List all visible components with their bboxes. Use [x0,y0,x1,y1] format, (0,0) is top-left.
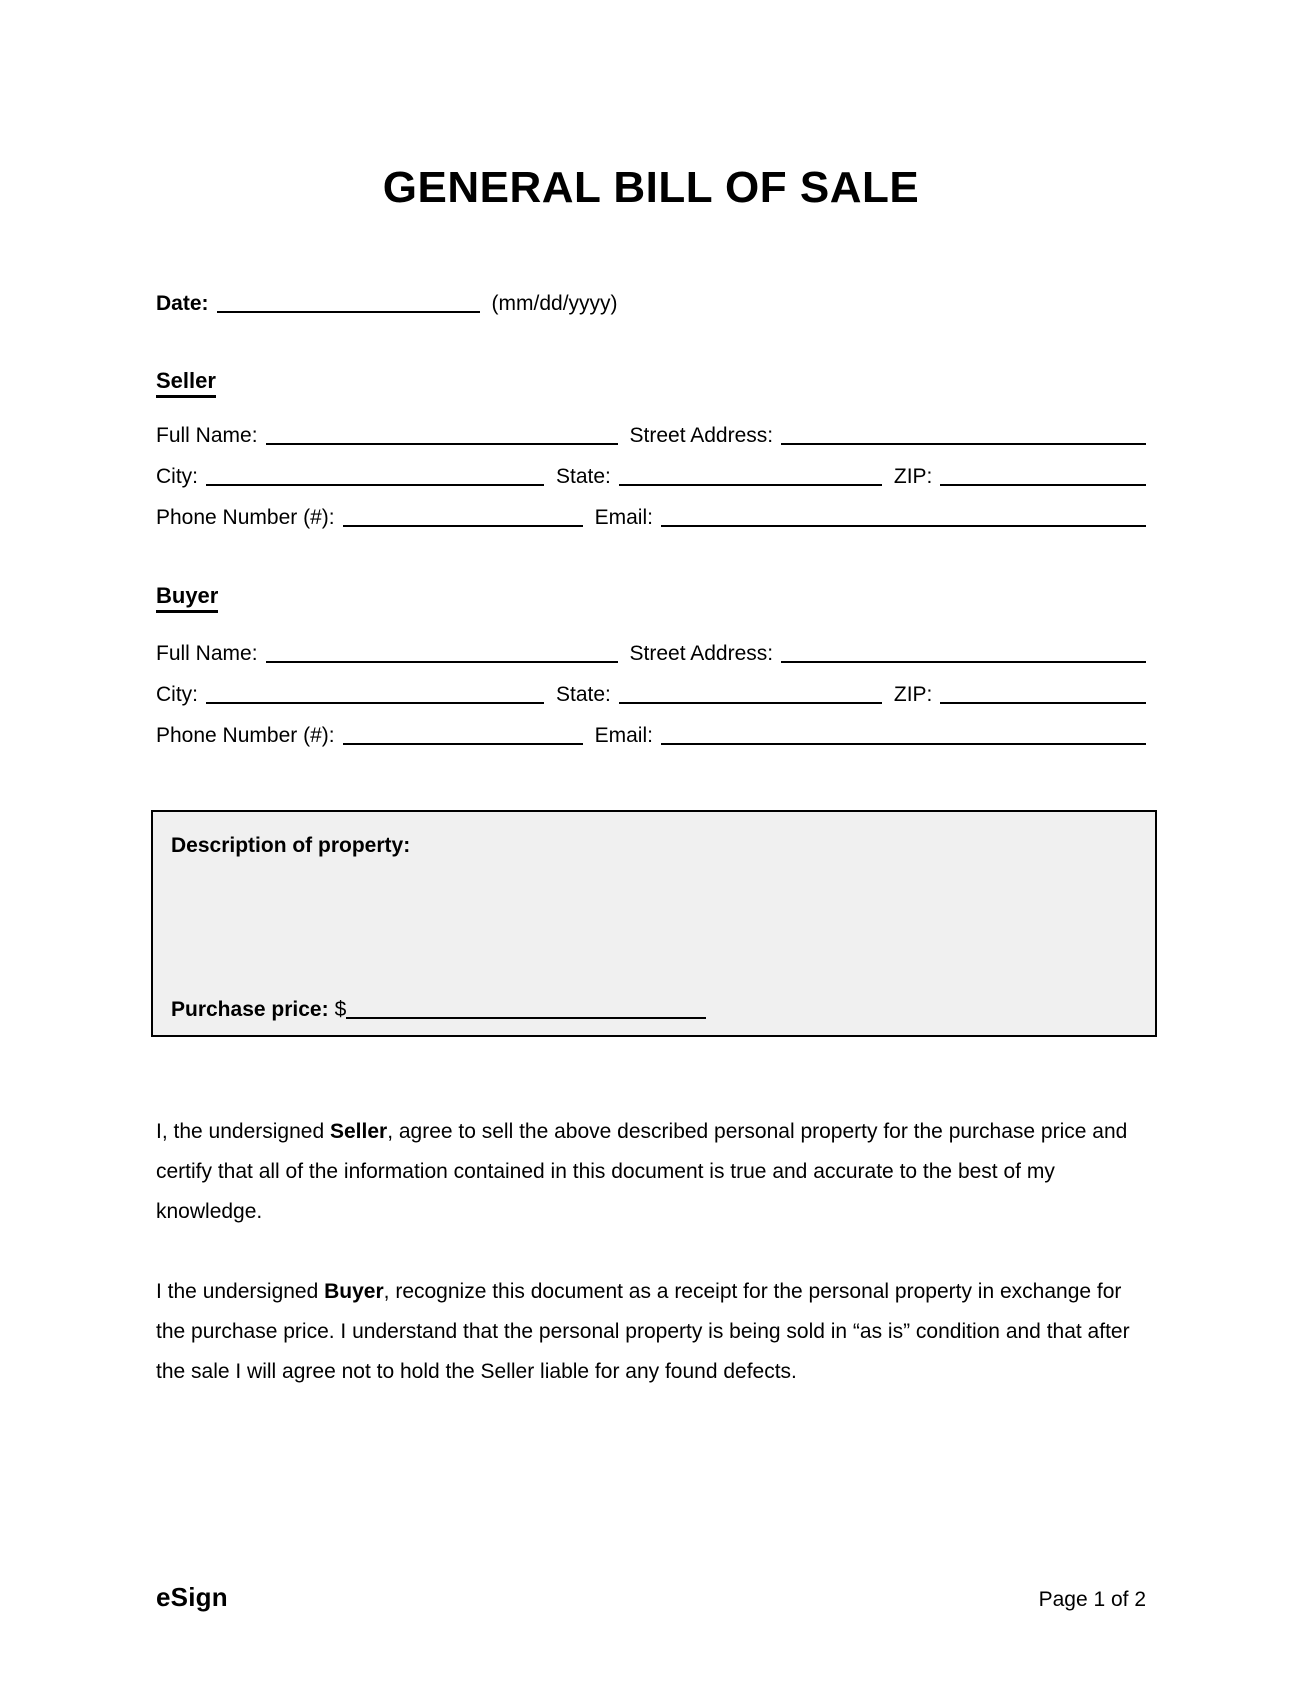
seller-state-line[interactable] [619,467,882,486]
buyer-fields [156,638,1146,751]
esign-logo: eSign [156,1582,228,1612]
page-title: GENERAL BILL OF SALE [382,163,920,212]
date-format-hint: (mm/dd/yyyy) [491,292,618,315]
seller-statement-prefix: I, the undersigned [156,1120,330,1143]
page-indicator: Page 1 of 2 [1038,1588,1146,1611]
buyer-statement-prefix: I the undersigned [156,1280,325,1303]
date-label: Date: [156,292,209,315]
property-description-box [151,810,1157,1037]
buyer-city-line[interactable] [206,685,544,704]
buyer-email-label: Email: [594,724,653,747]
seller-heading-text: Seller [156,368,216,398]
seller-street-address-line[interactable] [781,426,1146,445]
seller-statement-term: Seller [329,1120,388,1143]
buyer-row-name-address [156,638,1146,669]
description-of-property-label: Description of property: [171,834,411,857]
seller-email-label: Email: [594,506,653,529]
seller-full-name-line[interactable] [266,426,618,445]
buyer-city-label: City: [156,683,198,706]
purchase-price-row [171,994,706,1025]
seller-city-line[interactable] [206,467,544,486]
buyer-heading-text: Buyer [156,583,218,613]
purchase-price-line[interactable] [346,1000,706,1019]
seller-row-name-address [156,420,1146,451]
buyer-state-label: State: [556,683,611,706]
buyer-email-line[interactable] [661,726,1146,745]
buyer-full-name-line[interactable] [266,644,618,663]
buyer-row-city-state-zip [156,679,1146,710]
buyer-statement-body: , recognize this document as a receipt for the personal property in exchange for the purchase price. I understand that the personal property is being sold in “as is” condition and that after the sale I will agree not to hold the Seller liable for any found defects. [156,1280,1130,1383]
seller-zip-line[interactable] [940,467,1146,486]
buyer-phone-label: Phone Number (#): [156,724,335,747]
page-footer [156,1582,1146,1613]
seller-row-phone-email [156,502,1146,533]
seller-phone-line[interactable] [343,508,583,527]
seller-state-label: State: [556,465,611,488]
description-input-area[interactable] [171,870,1137,971]
buyer-statement [156,1272,1156,1392]
seller-statement [156,1112,1156,1232]
seller-phone-label: Phone Number (#): [156,506,335,529]
currency-symbol: $ [334,998,347,1021]
seller-row-city-state-zip [156,461,1146,492]
seller-full-name-label: Full Name: [156,424,258,447]
buyer-zip-line[interactable] [940,685,1146,704]
buyer-statement-term: Buyer [324,1280,384,1303]
buyer-heading [156,583,218,613]
seller-email-line[interactable] [661,508,1146,527]
buyer-row-phone-email [156,720,1146,751]
buyer-zip-label: ZIP: [893,683,933,706]
seller-zip-label: ZIP: [893,465,933,488]
seller-heading [156,368,216,398]
date-input-line[interactable] [217,294,480,313]
buyer-street-address-line[interactable] [781,644,1146,663]
seller-fields [156,420,1146,533]
buyer-phone-line[interactable] [343,726,583,745]
seller-statement-body: , agree to sell the above described personal property for the purchase price and certify that all of the information contained in this document is true and accurate to the best of my knowledge. [156,1120,1128,1223]
seller-city-label: City: [156,465,198,488]
buyer-state-line[interactable] [619,685,882,704]
date-row [156,288,618,319]
buyer-full-name-label: Full Name: [156,642,258,665]
buyer-street-address-label: Street Address: [629,642,774,665]
seller-street-address-label: Street Address: [629,424,774,447]
purchase-price-label: Purchase price: [171,998,329,1021]
